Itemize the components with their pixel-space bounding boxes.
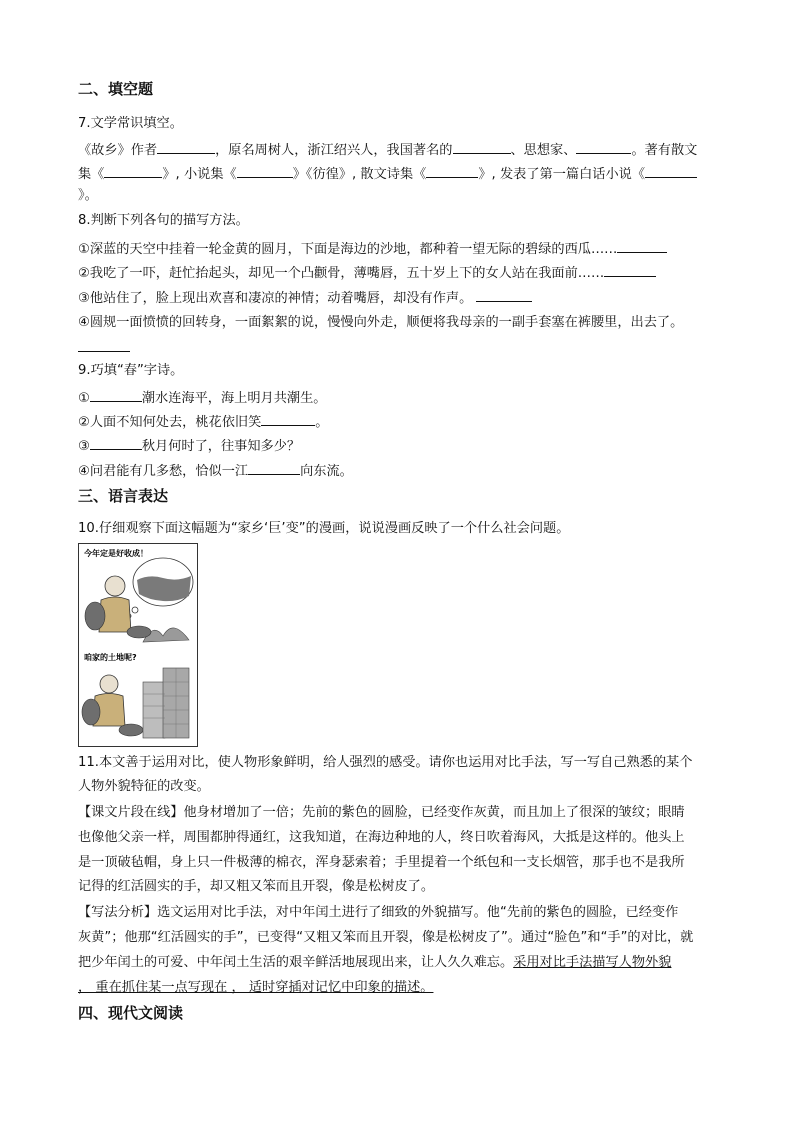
q9-poem-4: ④问君能有几多愁，恰似一江 向东流。 [78, 460, 718, 482]
answer-blank[interactable] [104, 163, 162, 178]
answer-blank[interactable] [453, 139, 511, 154]
q11-underlined-tip: 采用对比手法描写人物外貌 [513, 955, 672, 970]
q8-item-4: ④圆规一面愤愤的回转身，一面絮絮的说，慢慢向外走，顺便将我母亲的一副手套塞在裤腰里，出去了。 [78, 315, 684, 330]
farmer-head-2 [100, 675, 118, 693]
q11-line-4: 也像他父亲一样，周围都肿得通红，这我知道，在海边种地的人，终日吹着海风，大抵是这样的。他头上 [78, 830, 685, 845]
q9-poem-1: ① 潮水连海平，海上明月共潮生。 [78, 387, 718, 409]
answer-blank[interactable] [237, 163, 293, 178]
answer-blank[interactable] [78, 337, 130, 352]
q7-stem: 7.文学常识填空。 [78, 116, 183, 131]
q9-stem: 9.巧填“春”字诗。 [78, 363, 184, 378]
q11-line-6: 记得的红活圆实的手，却又粗又笨而且开裂，像是松树皮了。 [78, 879, 435, 894]
q11-line-8: 灰黄”；他那“红活圆实的手”，已变得“又粗又笨而且开裂，像是松树皮了”。通过“脸色”和“手”的对比，就 [78, 930, 694, 945]
q8-item-1: ①深蓝的天空中挂着一轮金黄的圆月，下面是海边的沙地，都种着一望无际的碧绿的西瓜…… [78, 238, 718, 260]
answer-blank[interactable] [426, 163, 478, 178]
cartoon-drawing [79, 544, 197, 746]
cartoon-caption-1: 今年定是好收成！ [84, 549, 148, 558]
answer-blank[interactable] [617, 238, 667, 253]
q7-line-1: 《故乡》作者 ，原名周树人，浙江绍兴人，我国著名的 、思想家、 。著有散文 [78, 139, 718, 161]
cartoon-caption-2: 咱家的土地呢? [84, 653, 137, 662]
farmer-head [105, 576, 125, 596]
q11-line-5: 是一顶破毡帽，身上只一件极薄的棉衣，浑身瑟索着；手里提着一个纸包和一支长烟管，那手也不是我所 [78, 855, 685, 870]
answer-blank[interactable] [157, 139, 215, 154]
section-title-fill-in: 二、填空题 [78, 80, 154, 98]
q8-item-3: ③他站住了，脸上现出欢喜和凄凉的神情；动着嘴唇，却没有作声。 [78, 287, 718, 309]
q11-line-10: ， 重在抓住某一点写现在 ， 适时穿插对记忆中印象的描述。 [78, 980, 434, 995]
cartoon-image [78, 543, 198, 747]
q11-line-9: 把少年闰土的可爱、中年闰土生活的艰辛鲜活地展现出来，让人久久难忘。采用对比手法描写人物外貌 [78, 955, 672, 970]
q11-line-7: 【写法分析】选文运用对比手法，对中年闰土进行了细致的外貌描写。他“先前的紫色的圆脸，已经变作 [78, 905, 679, 920]
q7-line-3: 》。 [78, 188, 98, 203]
q9-poem-3: ③ 秋月何时了，往事知多少？ [78, 435, 718, 457]
building-shape [143, 682, 165, 738]
answer-blank[interactable] [645, 163, 697, 178]
answer-blank[interactable] [90, 387, 142, 402]
q11-line-3: 【课文片段在线】他身材增加了一倍；先前的紫色的圆脸，已经变作灰黄，而且加上了很深的皱纹；眼睛 [78, 805, 685, 820]
q8-item-4-blank-line [78, 337, 718, 359]
answer-blank[interactable] [604, 262, 656, 277]
section-title-language-expression: 三、语言表达 [78, 487, 169, 505]
answer-blank[interactable] [248, 460, 300, 475]
answer-blank[interactable] [476, 287, 532, 302]
section-title-modern-reading: 四、现代文阅读 [78, 1004, 184, 1022]
answer-blank[interactable] [90, 435, 142, 450]
q7-line-2: 集《 》, 小说集《 》《彷徨》, 散文诗集《 》, 发表了第一篇白话小说《 [78, 163, 718, 185]
q11-line-2: 人物外貌特征的改变。 [78, 779, 210, 794]
q10-stem: 10.仔细观察下面这幅题为“家乡‘巨’变”的漫画，说说漫画反映了一个什么社会问题。 [78, 521, 570, 536]
q9-poem-2: ②人面不知何处去，桃花依旧笑 。 [78, 411, 718, 433]
q8-item-2: ②我吃了一吓，赶忙抬起头，却见一个凸颧骨，薄嘴唇，五十岁上下的女人站在我面前…… [78, 262, 718, 284]
answer-blank[interactable] [261, 411, 315, 426]
answer-blank[interactable] [576, 139, 631, 154]
q11-line-1: 11.本文善于运用对比，使人物形象鲜明，给人强烈的感受。请你也运用对比手法，写一写自己熟悉的某个 [78, 755, 693, 770]
q8-stem: 8.判断下列各句的描写方法。 [78, 213, 249, 228]
